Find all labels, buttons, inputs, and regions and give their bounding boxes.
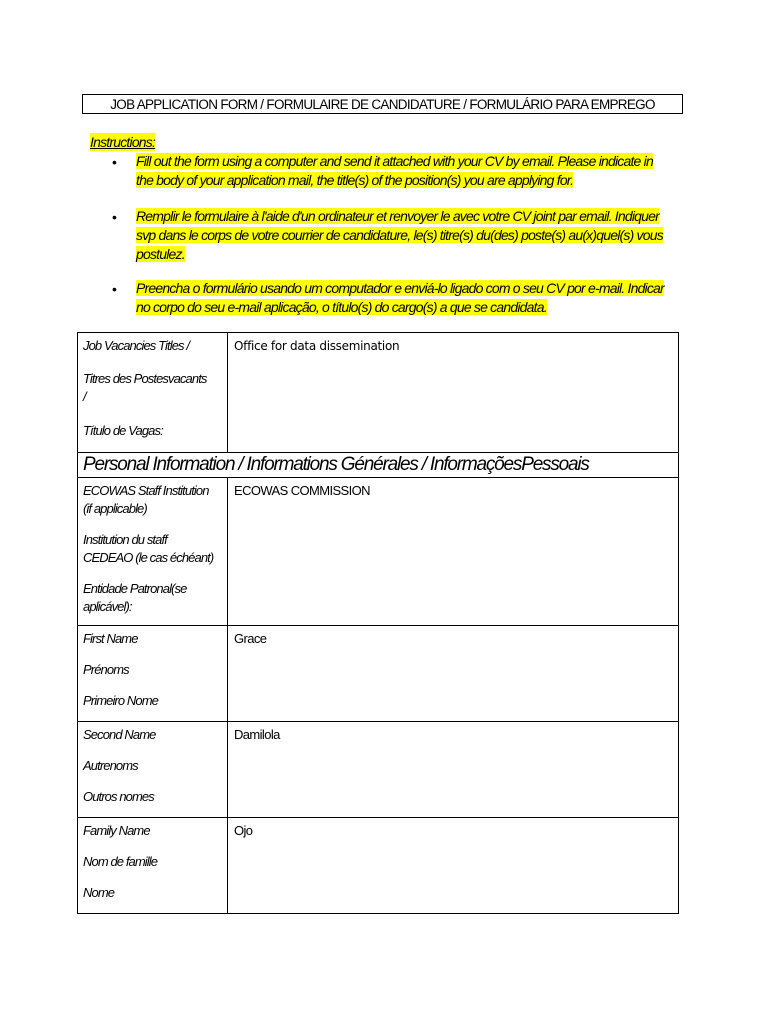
instruction-line: Remplir le formulaire à l'aide d'un ordinateur et renvoyer le avec votre CV joint par email. Indiquer — [136, 208, 659, 224]
first-name-field[interactable] — [228, 626, 679, 722]
job-titles-row — [78, 333, 679, 453]
first-name-row — [78, 626, 679, 722]
bullet-icon: • — [112, 209, 117, 225]
instruction-line: no corpo do seu e-mail aplicação, o título(s) do cargo(s) a que se candidata. — [136, 299, 547, 315]
instruction-line: Preencha o formulário usando um computador e enviá-lo ligado com o seu CV por e-mail. Indicar — [136, 280, 664, 296]
second-name-label: Second Name Autrenoms Outros nomes — [78, 722, 228, 818]
family-name-field[interactable] — [228, 818, 679, 914]
first-name-value: Grace — [234, 631, 267, 646]
second-name-value: Damilola — [234, 727, 280, 742]
family-name-row — [78, 818, 679, 914]
staff-institution-value: ECOWAS COMMISSION — [234, 483, 370, 498]
job-titles-value: Office for data dissemination — [234, 339, 400, 353]
instruction-line: the body of your application mail, the title(s) of the position(s) you are applying for. — [136, 172, 574, 188]
instruction-line: svp dans le corps de votre courrier de candidature, le(s) titre(s) du(des) poste(s) au(x)quel(s) vous — [136, 227, 663, 243]
application-form-table — [77, 332, 679, 914]
job-titles-field[interactable] — [228, 333, 679, 453]
instruction-line: postulez. — [136, 246, 185, 262]
staff-institution-field[interactable] — [228, 478, 679, 626]
instruction-line: Fill out the form using a computer and send it attached with your CV by email. Please indicate in — [136, 153, 653, 169]
family-name-label: Family Name Nom de famille Nome — [78, 818, 228, 914]
family-name-value: Ojo — [234, 823, 253, 838]
section-header-row — [78, 453, 679, 478]
second-name-row — [78, 722, 679, 818]
bullet-icon: • — [112, 281, 117, 297]
bullet-icon: • — [112, 154, 117, 170]
first-name-label: First Name Prénoms Primeiro Nome — [78, 626, 228, 722]
second-name-field[interactable] — [228, 722, 679, 818]
personal-information-heading: Personal Information / Informations Générales / InformaçõesPessoais — [78, 453, 679, 478]
staff-institution-label: ECOWAS Staff Institution (if applicable) Institution du staff CEDEAO (le cas échéant) Entidade Patronal(se aplicável): — [78, 478, 228, 626]
staff-institution-row — [78, 478, 679, 626]
instructions-label: Instructions: — [90, 134, 156, 150]
job-titles-label: Job Vacancies Titles / Titres des Postesvacants / Título de Vagas: — [78, 333, 228, 453]
form-title: JOB APPLICATION FORM / FORMULAIRE DE CANDIDATURE / FORMULÁRIO PARA EMPREGO — [82, 94, 683, 114]
